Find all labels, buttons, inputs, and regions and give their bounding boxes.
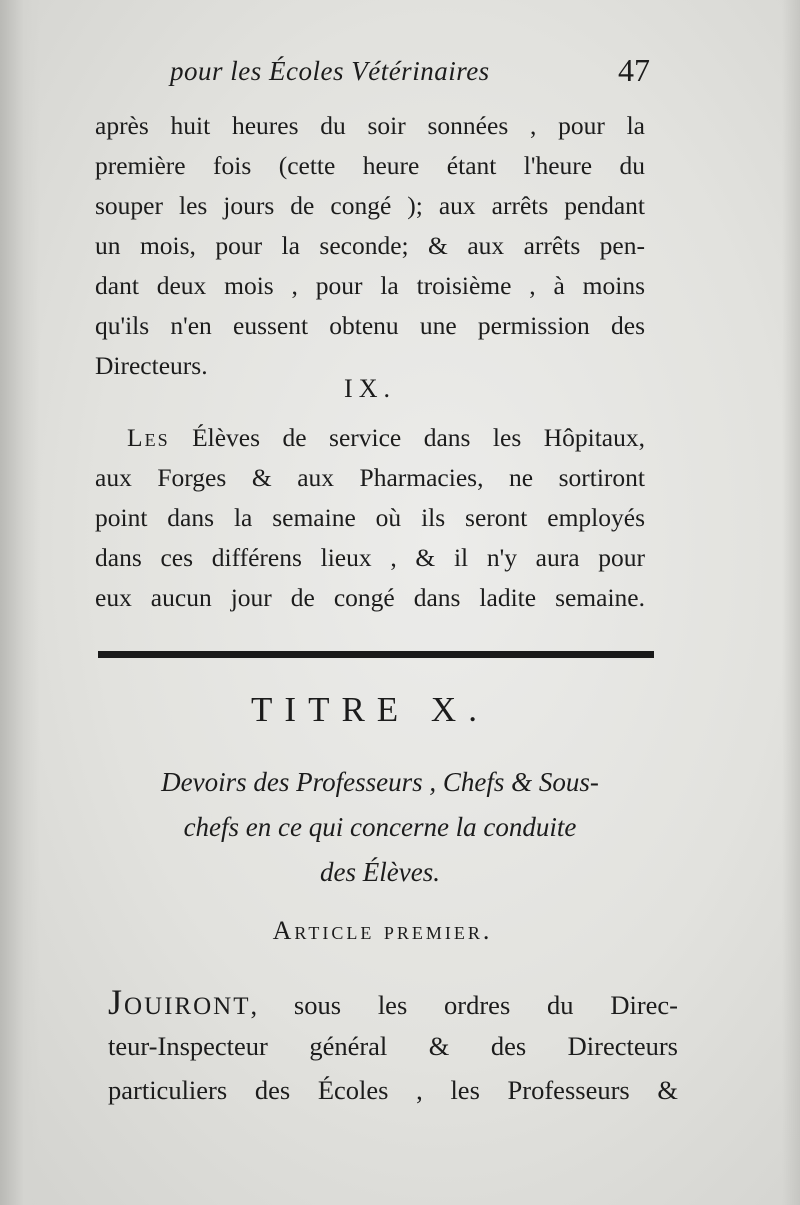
text-line: Directeurs. [95, 351, 208, 380]
page-number: 47 [618, 52, 650, 88]
article-1-paragraph [108, 980, 678, 1112]
text-line: qu'ils n'en eussent obtenu une permission des [95, 311, 645, 340]
text-line: dans ces différens lieux , & il n'y aura pour [95, 543, 645, 572]
text-line: point dans la semaine où ils seront employés [95, 503, 645, 532]
article-9-paragraph [95, 418, 645, 618]
text-line: teur-Inspecteur général & des Directeurs [108, 1031, 678, 1061]
subtitle-line: des Élèves. [320, 857, 440, 887]
text-line: première fois (cette heure étant l'heure du [95, 151, 645, 180]
text-line [108, 980, 678, 1024]
page-edge-shadow [782, 0, 800, 1205]
text-line-content: Élèves de service dans les Hôpitaux, [192, 423, 645, 452]
article-number: IX. [344, 374, 396, 403]
text-line: souper les jours de congé ); aux arrêts pendant [95, 191, 645, 220]
text-line: particuliers des Écoles , les Professeurs & [108, 1075, 678, 1105]
page-header [170, 52, 650, 92]
paragraph-continued [95, 106, 645, 386]
subtitle-line: chefs en ce qui concerne la conduite [183, 812, 577, 842]
running-head: pour les Écoles Vétérinaires [170, 56, 490, 86]
subtitle-line: Devoirs des Professeurs , Chefs & Sous- [161, 767, 599, 797]
section-subtitle [100, 760, 660, 895]
text-line: dant deux mois , pour la troisième , à moins [95, 271, 645, 300]
section-title: TITRE X. [251, 690, 489, 729]
text-line [95, 418, 645, 458]
text-line: un mois, pour la seconde; & aux arrêts pen- [95, 231, 645, 260]
text-line-content: , sous les ordres du Direc- [250, 990, 678, 1020]
article-first-word: Jouiront [108, 982, 251, 1022]
text-line: aux Forges & aux Pharmacies, ne sortiront [95, 463, 645, 492]
page-gutter-shadow [0, 0, 40, 1205]
article-heading: Article premier. [272, 916, 493, 945]
section-divider-rule [98, 651, 654, 658]
text-line: après huit heures du soir sonnées , pour la [95, 111, 645, 140]
article-first-word: Les [127, 423, 170, 452]
text-line: eux aucun jour de congé dans ladite semaine. [95, 583, 645, 612]
